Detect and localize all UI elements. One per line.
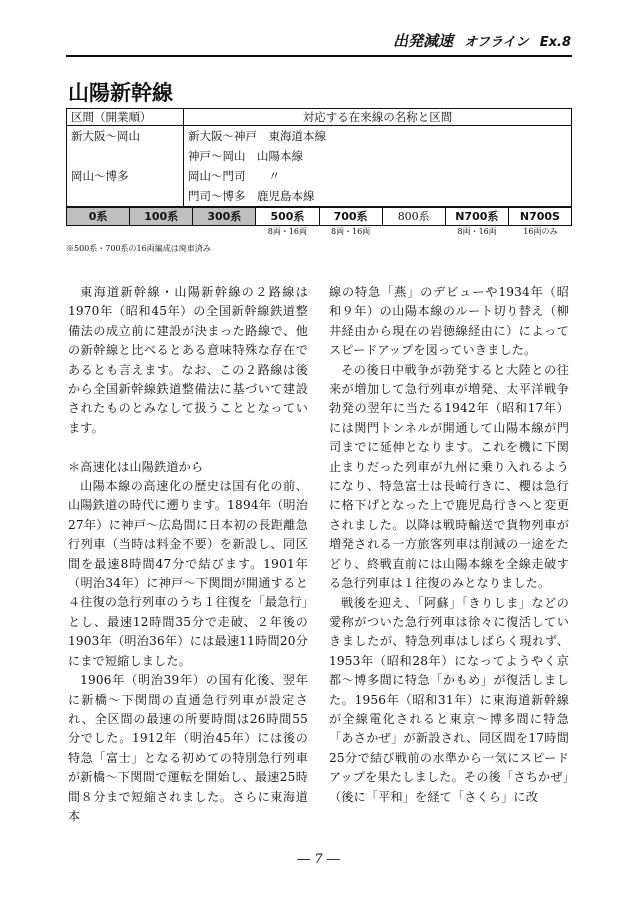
header-subtitle: オフライン: [464, 35, 529, 50]
body-paragraph: 1906年（明治39年）の国有化後、翌年に新橋〜下関間の直通急行列車が設定され、全区間の最速の所要時間は26時間55分でした。1912年（明治45年）には後の特急「富士」となる初めての特別急行列車が新橋〜下関間で運転を開始し、最速25時間８分まで短縮されました。さらに東海道本: [68, 673, 308, 823]
train-series-n700s: N700S: [519, 210, 560, 223]
body-paragraph: 東海道新幹線・山陽新幹線の２路線は1970年（昭和45年）の全国新幹線鉄道整備法の成立前に建設が決まった路線で、他の新幹線と比べるとある意味特殊な存在であるとも言えます。なお、この２路線は後から全国新幹線鉄道整備法に基づいて建設されたものとみなして扱うこととなっています。: [68, 285, 308, 435]
route-table: [66, 108, 572, 207]
route-line: 門司〜博多 鹿児島本線: [184, 186, 572, 207]
table-row: [67, 126, 572, 147]
route-line: 岡山〜門司 〃: [184, 166, 572, 186]
body-paragraph: 山陽本線の高速化の歴史は国有化の前、山陽鉄道の時代に遡ります。1894年（明治27年）に神戸〜広島間に日本初の長距離急行列車（当時は料金不要）を新設し、同区間を最速8時間47分で結びます。1901年（明治34年）に神戸〜下関間が開通すると４往復の急行列車のうち１往復を「最急行」とし、最速12時間35分で走破、２年後の1903年（明治36年）には最速11時間20分にまで短縮しました。: [68, 479, 308, 668]
table-row: [67, 186, 572, 207]
train-series-100: 100系: [130, 208, 193, 225]
body-paragraph: 戦後を迎え、「阿蘇」「きりしま」などの愛称がついた急行列車は徐々に復活していきましたが、特急列車はしばらく現れず、1953年（昭和28年）になってようやく京都〜博多間に特急「かもめ」が復活しました。1956年（昭和31年）に東海道新幹線が全線電化されると東京〜博多間に特急「あさかぜ」が新設され、同区間を17時間25分で結び戦前の水準から一気にスピードアップを果たしました。その後「さちかぜ」（後に「平和」を経て「さくら」に改: [329, 595, 569, 804]
train-series-800: 800系: [383, 208, 446, 225]
body-column-left: [68, 283, 308, 826]
route-table-header: [67, 109, 572, 126]
header-edition: Ex.8: [539, 35, 571, 50]
train-series-500: 500系: [256, 208, 319, 225]
train-cars: 8両・16両: [457, 227, 497, 236]
train-cars: 8両・16両: [330, 227, 371, 236]
header-title: 出発減速: [393, 32, 454, 50]
route-section: [67, 186, 184, 207]
route-section: 新大阪〜岡山: [67, 126, 184, 147]
train-cars-row: [66, 226, 572, 237]
route-section: [67, 146, 184, 166]
running-header: [393, 30, 571, 51]
train-series-0: 0系: [67, 208, 130, 225]
body-paragraph: 線の特急「燕」のデビューや1934年（昭和９年）の山陽本線のルート切り替え（柳井経由から現在の岩徳線経由に）によってスピードアップを図っていきました。: [329, 285, 569, 358]
subheading: ＊高速化は山陽鉄道から: [68, 459, 204, 474]
route-line: 神戸〜岡山 山陽本線: [184, 146, 572, 166]
route-line: 新大阪〜神戸 東海道本線: [184, 126, 572, 147]
train-cars: 16両のみ: [523, 227, 558, 236]
table-row: [67, 146, 572, 166]
table-row: [67, 166, 572, 186]
train-series-300: 300系: [193, 208, 256, 225]
train-series-row: [66, 207, 572, 226]
train-series-700: 700系: [320, 208, 383, 225]
section-title: 山陽新幹線: [68, 81, 173, 105]
header-rule: [66, 55, 572, 57]
col-header-line: 対応する在来線の名称と区間: [184, 109, 572, 126]
train-cars: [193, 226, 256, 237]
train-cars: [129, 226, 192, 237]
route-section: 岡山〜博多: [67, 166, 184, 186]
body-paragraph: その後日中戦争が勃発すると大陸との往来が増加して急行列車が増発、太平洋戦争勃発の翌年に当たる1942年（昭和17年）には関門トンネルが開通して山陽本線が門司までに延伸となります。これを機に下関止まりだった列車が九州に乗り入れるようになり、特急富士は長崎行きに、櫻は急行に格下げとなった上で鹿児島行きへと変更されました。以降は戦時輸送で貨物列車が増発される一方旅客列車は削減の一途をたどり、終戦直前には山陽本線を全線走破する急行列車は１往復のみとなりました。: [329, 362, 569, 591]
train-cars: [66, 226, 129, 237]
train-series-n700: N700系: [446, 208, 509, 225]
train-cars: [382, 226, 445, 237]
table-footnote: ※500系・700系の16両編成は廃車済み: [66, 244, 211, 253]
train-cars: 8両・16両: [267, 227, 308, 236]
body-column-right: [329, 283, 569, 807]
col-header-section: 区間（開業順）: [67, 109, 184, 126]
page-number: ― 7 ―: [297, 852, 340, 867]
